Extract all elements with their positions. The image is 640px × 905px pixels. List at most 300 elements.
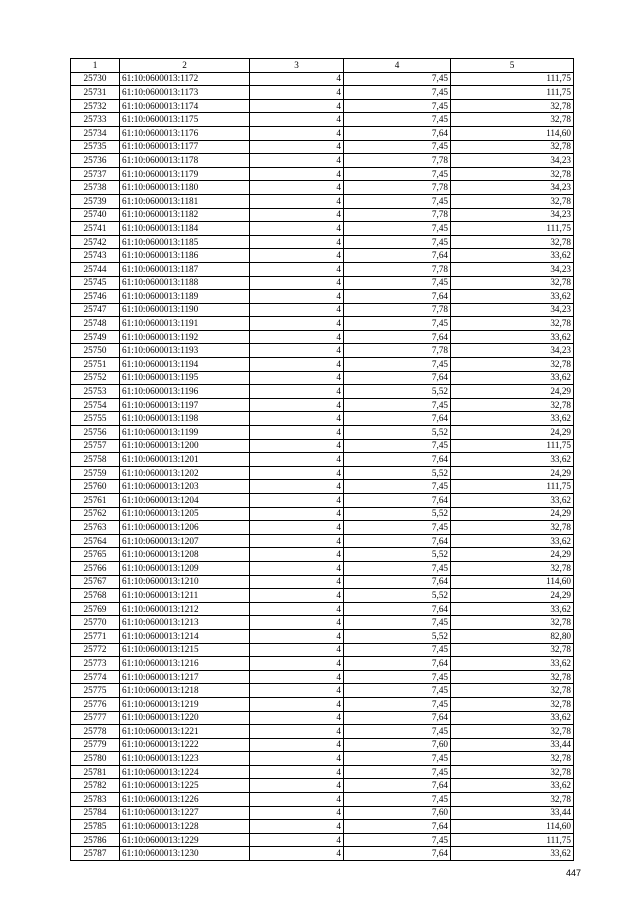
row-number: 25779 <box>71 738 120 752</box>
cadastral-number: 61:10:0600013:1217 <box>120 670 250 684</box>
col-5-value: 32,78 <box>451 99 574 113</box>
col-4-value: 7,64 <box>344 657 451 671</box>
table-row <box>71 113 574 127</box>
cadastral-number: 61:10:0600013:1228 <box>120 820 250 834</box>
row-number: 25787 <box>71 847 120 861</box>
table-row <box>71 521 574 535</box>
col-5-value: 114,60 <box>451 126 574 140</box>
col-5-value: 33,62 <box>451 657 574 671</box>
col-3-value: 4 <box>250 439 344 453</box>
row-number: 25746 <box>71 290 120 304</box>
col-3-value: 4 <box>250 140 344 154</box>
col-3-value: 4 <box>250 561 344 575</box>
cadastral-number: 61:10:0600013:1172 <box>120 72 250 86</box>
header-col-2: 2 <box>120 59 250 73</box>
col-5-value: 32,78 <box>451 235 574 249</box>
table-row <box>71 412 574 426</box>
row-number: 25740 <box>71 208 120 222</box>
col-5-value: 24,29 <box>451 385 574 399</box>
table-row <box>71 561 574 575</box>
table-row <box>71 86 574 100</box>
col-4-value: 7,78 <box>344 344 451 358</box>
col-3-value: 4 <box>250 262 344 276</box>
col-3-value: 4 <box>250 793 344 807</box>
header-row <box>71 59 574 73</box>
cadastral-number: 61:10:0600013:1225 <box>120 779 250 793</box>
cadastral-number: 61:10:0600013:1185 <box>120 235 250 249</box>
table-row <box>71 371 574 385</box>
col-5-value: 34,23 <box>451 344 574 358</box>
row-number: 25774 <box>71 670 120 684</box>
col-5-value: 24,29 <box>451 548 574 562</box>
col-5-value: 32,78 <box>451 167 574 181</box>
col-4-value: 7,45 <box>344 398 451 412</box>
cadastral-number: 61:10:0600013:1182 <box>120 208 250 222</box>
col-3-value: 4 <box>250 99 344 113</box>
cadastral-number: 61:10:0600013:1207 <box>120 534 250 548</box>
table-row <box>71 181 574 195</box>
cadastral-number: 61:10:0600013:1194 <box>120 358 250 372</box>
row-number: 25781 <box>71 765 120 779</box>
table-row <box>71 453 574 467</box>
col-4-value: 5,52 <box>344 466 451 480</box>
row-number: 25773 <box>71 657 120 671</box>
col-4-value: 7,78 <box>344 181 451 195</box>
table-row <box>71 140 574 154</box>
col-4-value: 7,64 <box>344 290 451 304</box>
row-number: 25750 <box>71 344 120 358</box>
col-4-value: 7,64 <box>344 847 451 861</box>
table-row <box>71 222 574 236</box>
col-3-value: 4 <box>250 72 344 86</box>
col-4-value: 7,64 <box>344 779 451 793</box>
table-row <box>71 330 574 344</box>
cadastral-number: 61:10:0600013:1180 <box>120 181 250 195</box>
col-5-value: 32,78 <box>451 276 574 290</box>
table-row <box>71 602 574 616</box>
cadastral-number: 61:10:0600013:1205 <box>120 507 250 521</box>
col-5-value: 34,23 <box>451 208 574 222</box>
row-number: 25734 <box>71 126 120 140</box>
col-4-value: 7,45 <box>344 276 451 290</box>
col-3-value: 4 <box>250 820 344 834</box>
cadastral-number: 61:10:0600013:1206 <box>120 521 250 535</box>
table-row <box>71 657 574 671</box>
row-number: 25786 <box>71 833 120 847</box>
table-body <box>71 72 574 860</box>
col-5-value: 33,62 <box>451 779 574 793</box>
cadastral-number: 61:10:0600013:1201 <box>120 453 250 467</box>
col-5-value: 33,62 <box>451 453 574 467</box>
col-4-value: 7,78 <box>344 262 451 276</box>
col-3-value: 4 <box>250 738 344 752</box>
row-number: 25770 <box>71 616 120 630</box>
col-4-value: 7,64 <box>344 412 451 426</box>
table-row <box>71 398 574 412</box>
col-3-value: 4 <box>250 847 344 861</box>
row-number: 25782 <box>71 779 120 793</box>
table-row <box>71 847 574 861</box>
table-row <box>71 725 574 739</box>
cadastral-number: 61:10:0600013:1200 <box>120 439 250 453</box>
cadastral-number: 61:10:0600013:1210 <box>120 575 250 589</box>
cadastral-number: 61:10:0600013:1202 <box>120 466 250 480</box>
row-number: 25763 <box>71 521 120 535</box>
col-5-value: 32,78 <box>451 643 574 657</box>
cadastral-number: 61:10:0600013:1218 <box>120 684 250 698</box>
col-4-value: 7,78 <box>344 303 451 317</box>
table-row <box>71 684 574 698</box>
col-5-value: 24,29 <box>451 466 574 480</box>
col-3-value: 4 <box>250 303 344 317</box>
table-row <box>71 426 574 440</box>
table-row <box>71 793 574 807</box>
col-3-value: 4 <box>250 453 344 467</box>
col-5-value: 33,62 <box>451 330 574 344</box>
table-row <box>71 385 574 399</box>
row-number: 25739 <box>71 194 120 208</box>
col-5-value: 32,78 <box>451 765 574 779</box>
row-number: 25741 <box>71 222 120 236</box>
col-5-value: 82,80 <box>451 629 574 643</box>
row-number: 25778 <box>71 725 120 739</box>
col-5-value: 32,78 <box>451 113 574 127</box>
table-row <box>71 534 574 548</box>
table-row <box>71 779 574 793</box>
col-5-value: 111,75 <box>451 833 574 847</box>
cadastral-number: 61:10:0600013:1190 <box>120 303 250 317</box>
col-4-value: 7,45 <box>344 86 451 100</box>
row-number: 25767 <box>71 575 120 589</box>
table-row <box>71 629 574 643</box>
col-5-value: 32,78 <box>451 670 574 684</box>
col-3-value: 4 <box>250 629 344 643</box>
col-3-value: 4 <box>250 643 344 657</box>
cadastral-number: 61:10:0600013:1195 <box>120 371 250 385</box>
row-number: 25775 <box>71 684 120 698</box>
col-4-value: 7,45 <box>344 317 451 331</box>
col-3-value: 4 <box>250 684 344 698</box>
cadastral-number: 61:10:0600013:1214 <box>120 629 250 643</box>
header-col-3: 3 <box>250 59 344 73</box>
col-5-value: 32,78 <box>451 561 574 575</box>
table-row <box>71 806 574 820</box>
table-row <box>71 738 574 752</box>
col-4-value: 7,64 <box>344 126 451 140</box>
header-col-5: 5 <box>451 59 574 73</box>
cadastral-number: 61:10:0600013:1179 <box>120 167 250 181</box>
col-3-value: 4 <box>250 752 344 766</box>
col-4-value: 7,45 <box>344 235 451 249</box>
row-number: 25776 <box>71 697 120 711</box>
table-row <box>71 670 574 684</box>
col-3-value: 4 <box>250 480 344 494</box>
col-3-value: 4 <box>250 725 344 739</box>
row-number: 25758 <box>71 453 120 467</box>
col-4-value: 7,64 <box>344 494 451 508</box>
col-4-value: 7,64 <box>344 330 451 344</box>
col-4-value: 7,45 <box>344 113 451 127</box>
col-4-value: 7,45 <box>344 697 451 711</box>
col-5-value: 24,29 <box>451 589 574 603</box>
col-4-value: 7,45 <box>344 521 451 535</box>
cadastral-number: 61:10:0600013:1192 <box>120 330 250 344</box>
col-5-value: 33,62 <box>451 494 574 508</box>
col-4-value: 7,78 <box>344 208 451 222</box>
row-number: 25766 <box>71 561 120 575</box>
header-col-4: 4 <box>344 59 451 73</box>
col-5-value: 33,44 <box>451 738 574 752</box>
cadastral-number: 61:10:0600013:1197 <box>120 398 250 412</box>
cadastral-number: 61:10:0600013:1222 <box>120 738 250 752</box>
col-4-value: 7,45 <box>344 561 451 575</box>
table-row <box>71 303 574 317</box>
col-4-value: 7,45 <box>344 725 451 739</box>
col-4-value: 7,60 <box>344 738 451 752</box>
col-4-value: 7,45 <box>344 670 451 684</box>
row-number: 25731 <box>71 86 120 100</box>
page-number: 447 <box>566 868 582 878</box>
table-row <box>71 344 574 358</box>
cadastral-number: 61:10:0600013:1209 <box>120 561 250 575</box>
col-5-value: 111,75 <box>451 480 574 494</box>
col-4-value: 7,45 <box>344 99 451 113</box>
col-5-value: 24,29 <box>451 507 574 521</box>
col-4-value: 5,52 <box>344 629 451 643</box>
col-4-value: 7,45 <box>344 480 451 494</box>
col-5-value: 24,29 <box>451 426 574 440</box>
row-number: 25784 <box>71 806 120 820</box>
col-3-value: 4 <box>250 466 344 480</box>
col-3-value: 4 <box>250 330 344 344</box>
col-3-value: 4 <box>250 426 344 440</box>
row-number: 25754 <box>71 398 120 412</box>
col-3-value: 4 <box>250 398 344 412</box>
col-5-value: 33,62 <box>451 249 574 263</box>
col-5-value: 32,78 <box>451 684 574 698</box>
col-5-value: 33,62 <box>451 290 574 304</box>
col-3-value: 4 <box>250 181 344 195</box>
col-3-value: 4 <box>250 548 344 562</box>
table-row <box>71 358 574 372</box>
col-3-value: 4 <box>250 249 344 263</box>
table-row <box>71 480 574 494</box>
col-3-value: 4 <box>250 833 344 847</box>
table-row <box>71 167 574 181</box>
cadastral-table <box>70 58 574 861</box>
cadastral-number: 61:10:0600013:1188 <box>120 276 250 290</box>
row-number: 25748 <box>71 317 120 331</box>
col-5-value: 111,75 <box>451 72 574 86</box>
table-row <box>71 276 574 290</box>
col-3-value: 4 <box>250 290 344 304</box>
col-5-value: 114,60 <box>451 575 574 589</box>
table-row <box>71 752 574 766</box>
cadastral-number: 61:10:0600013:1219 <box>120 697 250 711</box>
cadastral-number: 61:10:0600013:1189 <box>120 290 250 304</box>
col-4-value: 7,64 <box>344 820 451 834</box>
table-row <box>71 616 574 630</box>
col-3-value: 4 <box>250 779 344 793</box>
row-number: 25751 <box>71 358 120 372</box>
col-3-value: 4 <box>250 670 344 684</box>
row-number: 25759 <box>71 466 120 480</box>
col-5-value: 32,78 <box>451 194 574 208</box>
row-number: 25760 <box>71 480 120 494</box>
row-number: 25737 <box>71 167 120 181</box>
col-4-value: 7,78 <box>344 154 451 168</box>
row-number: 25749 <box>71 330 120 344</box>
cadastral-number: 61:10:0600013:1213 <box>120 616 250 630</box>
cadastral-number: 61:10:0600013:1230 <box>120 847 250 861</box>
cadastral-number: 61:10:0600013:1184 <box>120 222 250 236</box>
row-number: 25762 <box>71 507 120 521</box>
cadastral-number: 61:10:0600013:1174 <box>120 99 250 113</box>
col-3-value: 4 <box>250 154 344 168</box>
col-3-value: 4 <box>250 276 344 290</box>
col-3-value: 4 <box>250 521 344 535</box>
cadastral-number: 61:10:0600013:1175 <box>120 113 250 127</box>
row-number: 25745 <box>71 276 120 290</box>
row-number: 25752 <box>71 371 120 385</box>
col-4-value: 7,45 <box>344 194 451 208</box>
row-number: 25755 <box>71 412 120 426</box>
col-4-value: 7,64 <box>344 453 451 467</box>
table-header <box>71 59 574 73</box>
col-5-value: 32,78 <box>451 140 574 154</box>
col-3-value: 4 <box>250 765 344 779</box>
col-5-value: 114,60 <box>451 820 574 834</box>
col-5-value: 34,23 <box>451 154 574 168</box>
cadastral-number: 61:10:0600013:1193 <box>120 344 250 358</box>
col-3-value: 4 <box>250 589 344 603</box>
col-5-value: 33,62 <box>451 847 574 861</box>
col-3-value: 4 <box>250 194 344 208</box>
row-number: 25747 <box>71 303 120 317</box>
row-number: 25742 <box>71 235 120 249</box>
col-3-value: 4 <box>250 113 344 127</box>
row-number: 25777 <box>71 711 120 725</box>
col-5-value: 32,78 <box>451 317 574 331</box>
cadastral-number: 61:10:0600013:1221 <box>120 725 250 739</box>
col-4-value: 7,64 <box>344 534 451 548</box>
table-row <box>71 765 574 779</box>
col-5-value: 33,62 <box>451 534 574 548</box>
row-number: 25768 <box>71 589 120 603</box>
cadastral-number: 61:10:0600013:1196 <box>120 385 250 399</box>
col-3-value: 4 <box>250 317 344 331</box>
cadastral-number: 61:10:0600013:1177 <box>120 140 250 154</box>
row-number: 25757 <box>71 439 120 453</box>
cadastral-number: 61:10:0600013:1181 <box>120 194 250 208</box>
col-5-value: 32,78 <box>451 616 574 630</box>
table-row <box>71 697 574 711</box>
col-4-value: 7,45 <box>344 765 451 779</box>
col-4-value: 7,45 <box>344 140 451 154</box>
table-row <box>71 290 574 304</box>
col-4-value: 7,45 <box>344 616 451 630</box>
table-row <box>71 439 574 453</box>
col-4-value: 5,52 <box>344 426 451 440</box>
col-3-value: 4 <box>250 86 344 100</box>
col-4-value: 7,64 <box>344 602 451 616</box>
col-4-value: 7,64 <box>344 249 451 263</box>
col-4-value: 7,45 <box>344 684 451 698</box>
col-3-value: 4 <box>250 697 344 711</box>
table-row <box>71 72 574 86</box>
table-row <box>71 208 574 222</box>
row-number: 25736 <box>71 154 120 168</box>
table-row <box>71 317 574 331</box>
col-5-value: 111,75 <box>451 86 574 100</box>
table-row <box>71 262 574 276</box>
col-4-value: 5,52 <box>344 589 451 603</box>
row-number: 25733 <box>71 113 120 127</box>
cadastral-number: 61:10:0600013:1178 <box>120 154 250 168</box>
table-row <box>71 575 574 589</box>
cadastral-number: 61:10:0600013:1203 <box>120 480 250 494</box>
table-row <box>71 99 574 113</box>
col-4-value: 7,45 <box>344 167 451 181</box>
col-3-value: 4 <box>250 208 344 222</box>
row-number: 25783 <box>71 793 120 807</box>
cadastral-number: 61:10:0600013:1199 <box>120 426 250 440</box>
col-5-value: 34,23 <box>451 303 574 317</box>
cadastral-number: 61:10:0600013:1211 <box>120 589 250 603</box>
row-number: 25772 <box>71 643 120 657</box>
table-row <box>71 711 574 725</box>
cadastral-number: 61:10:0600013:1216 <box>120 657 250 671</box>
cadastral-number: 61:10:0600013:1208 <box>120 548 250 562</box>
col-4-value: 5,52 <box>344 507 451 521</box>
table-row <box>71 194 574 208</box>
col-4-value: 7,45 <box>344 72 451 86</box>
header-col-1: 1 <box>71 59 120 73</box>
col-5-value: 33,62 <box>451 412 574 426</box>
col-3-value: 4 <box>250 657 344 671</box>
col-3-value: 4 <box>250 235 344 249</box>
col-3-value: 4 <box>250 412 344 426</box>
col-3-value: 4 <box>250 711 344 725</box>
table-row <box>71 494 574 508</box>
cadastral-number: 61:10:0600013:1227 <box>120 806 250 820</box>
col-4-value: 5,52 <box>344 385 451 399</box>
col-5-value: 32,78 <box>451 697 574 711</box>
table-row <box>71 643 574 657</box>
col-3-value: 4 <box>250 507 344 521</box>
table-row <box>71 154 574 168</box>
row-number: 25765 <box>71 548 120 562</box>
col-5-value: 32,78 <box>451 358 574 372</box>
col-5-value: 32,78 <box>451 793 574 807</box>
col-3-value: 4 <box>250 575 344 589</box>
col-5-value: 33,62 <box>451 371 574 385</box>
col-5-value: 111,75 <box>451 222 574 236</box>
table-row <box>71 507 574 521</box>
col-4-value: 7,64 <box>344 371 451 385</box>
cadastral-number: 61:10:0600013:1226 <box>120 793 250 807</box>
col-3-value: 4 <box>250 806 344 820</box>
col-4-value: 7,45 <box>344 222 451 236</box>
row-number: 25738 <box>71 181 120 195</box>
row-number: 25785 <box>71 820 120 834</box>
col-4-value: 7,45 <box>344 643 451 657</box>
table-row <box>71 466 574 480</box>
table-row <box>71 820 574 834</box>
cadastral-number: 61:10:0600013:1173 <box>120 86 250 100</box>
table-row <box>71 833 574 847</box>
col-4-value: 7,45 <box>344 752 451 766</box>
